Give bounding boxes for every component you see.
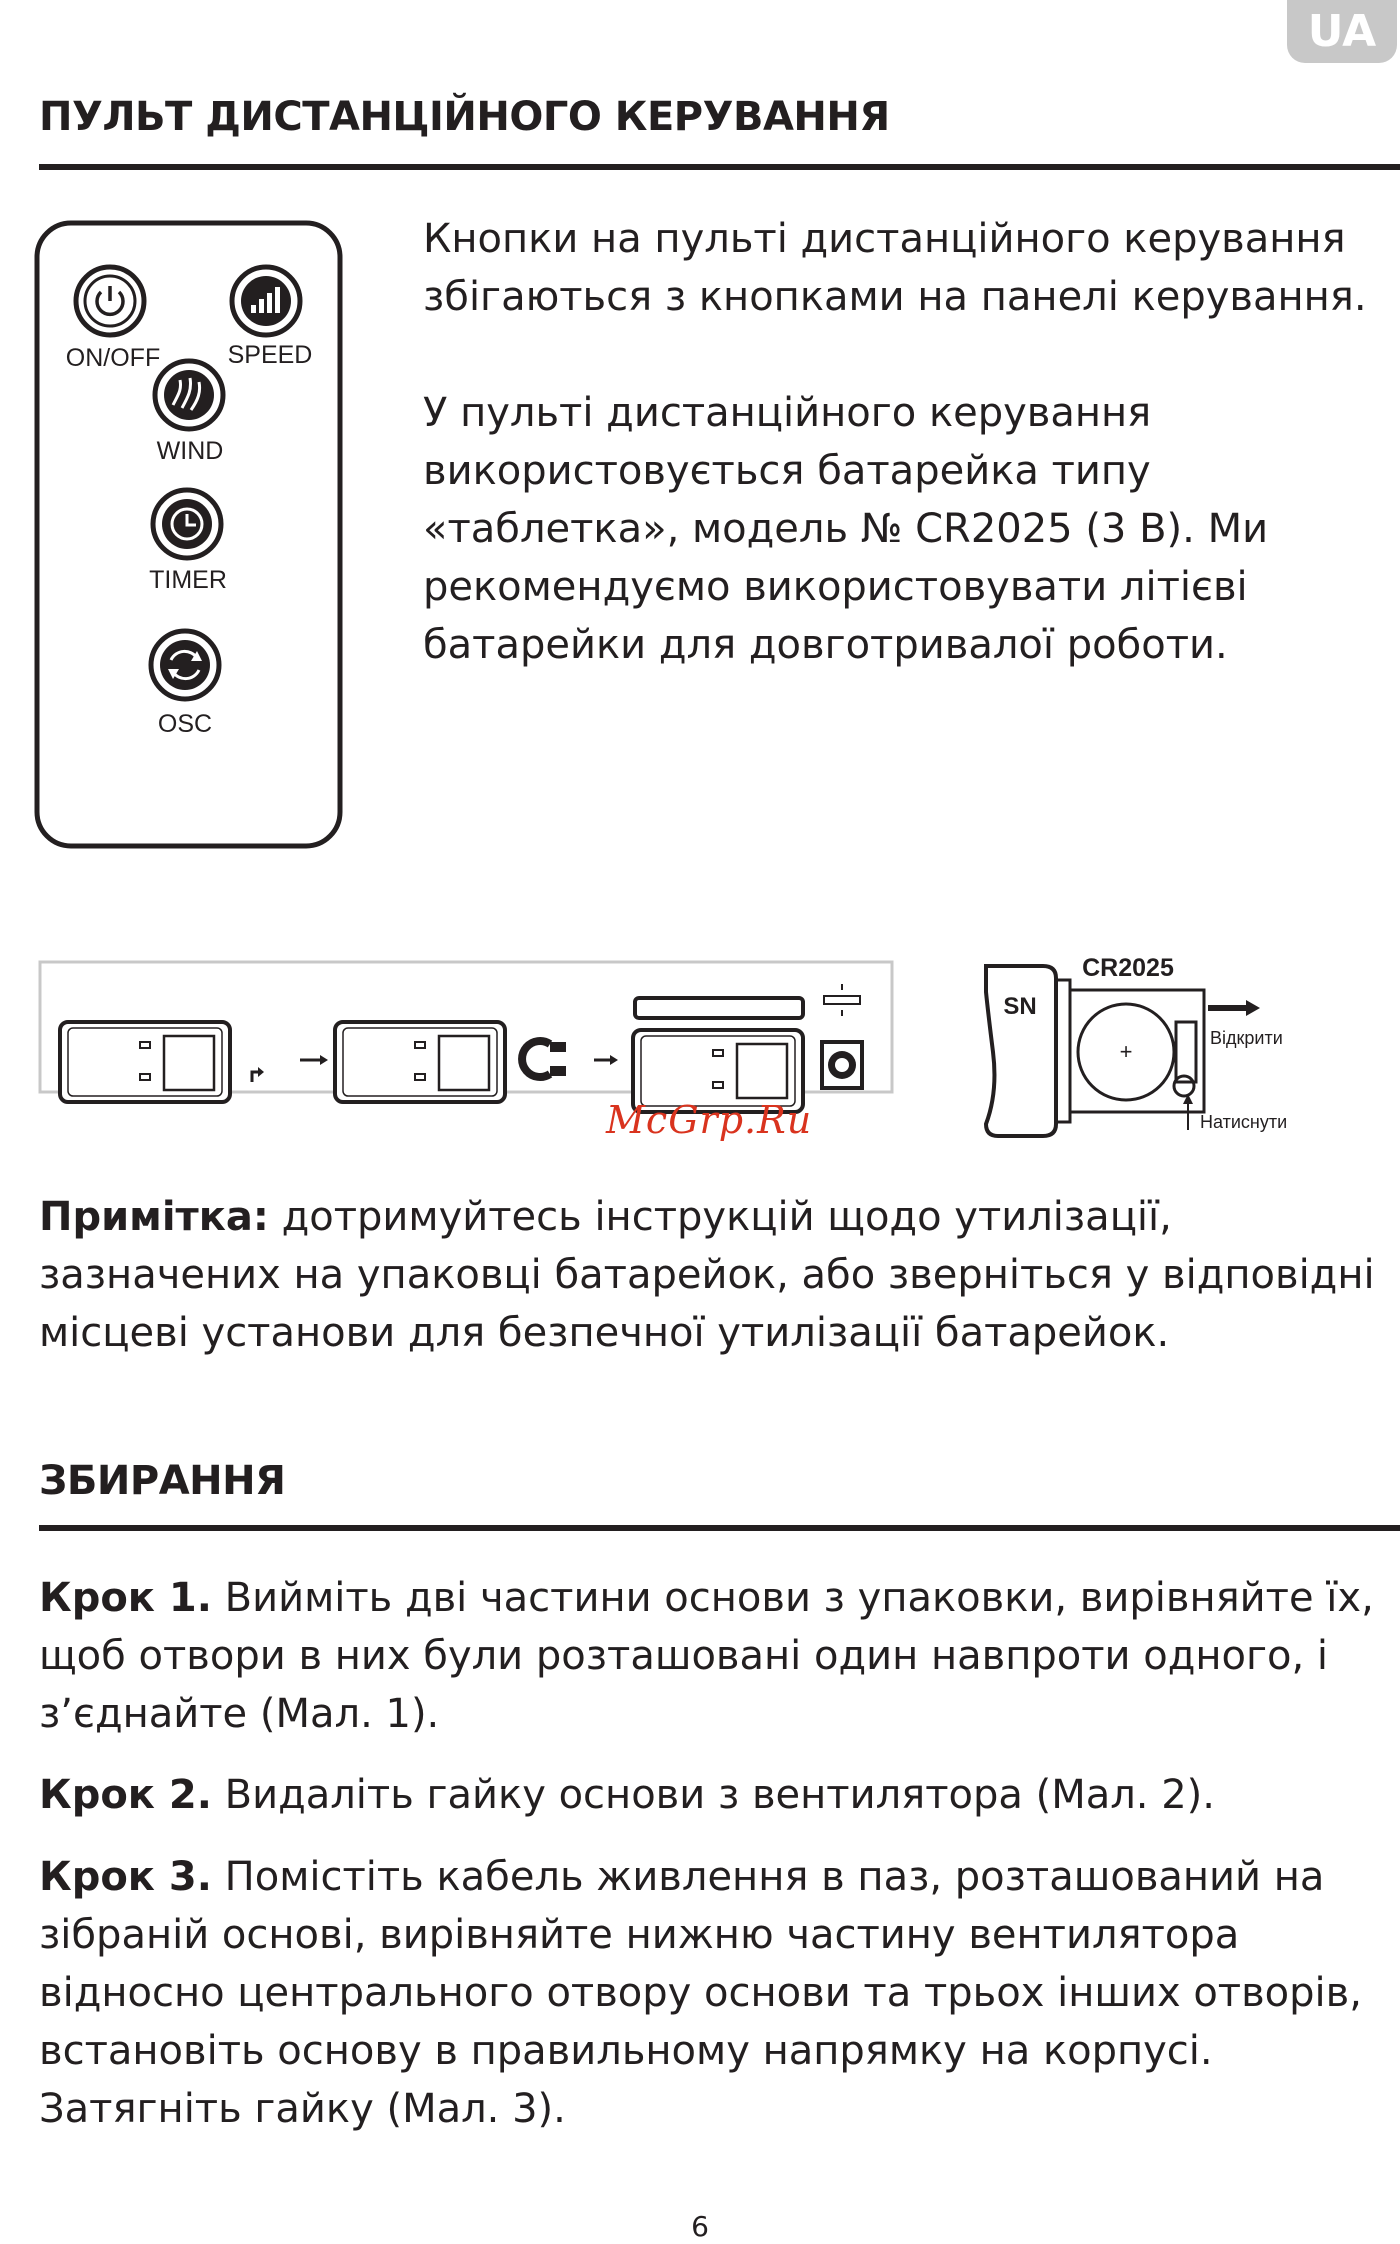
intro-text	[423, 210, 1378, 732]
battery-cover	[635, 998, 803, 1018]
battery-clip-icon	[522, 1041, 550, 1077]
press-label: Натиснути	[1200, 1112, 1288, 1132]
remote-label-osc: OSC	[157, 710, 213, 738]
watermark-text: McGrp.Ru	[606, 1098, 813, 1142]
battery-clip-icon	[550, 1042, 566, 1052]
language-badge: UA	[1287, 0, 1397, 63]
disposal-note	[39, 1188, 1394, 1362]
step-text: Вийміть дві частини основи з упаковки, вирівняйте їх, щоб отвори в них були розташовані один навпроти одного, і з’єднайте (Мал. 1).	[39, 1575, 1374, 1737]
assembly-step-1	[39, 1569, 1394, 1743]
open-label: Відкрити	[1210, 1028, 1283, 1048]
section-title-assembly: ЗБИРАННЯ	[39, 1458, 286, 1504]
battery-holder-detail	[986, 966, 1204, 1136]
remote-label-wind: WIND	[156, 437, 224, 465]
intro-paragraph-2: У пульті дистанційного керування використовується батарейка типу «таблетка», модель № CR2025 (3 В). Ми рекомендуємо використовувати літієві батарейки для довготривалої роботи.	[423, 390, 1269, 668]
sn-label: SN	[1003, 993, 1037, 1020]
step-label: Крок 3.	[39, 1854, 212, 1900]
battery-side-icon	[824, 996, 860, 1004]
step-label: Крок 1.	[39, 1575, 212, 1621]
wind-icon	[155, 361, 223, 429]
battery-tray-icon	[835, 1058, 849, 1072]
step-text-continued: Затягніть гайку (Мал. 3).	[39, 2086, 566, 2132]
battery-model-label: CR2025	[1082, 954, 1174, 982]
assembly-step-3	[39, 1848, 1394, 2138]
arrow-icon	[610, 1055, 618, 1065]
power-icon	[76, 267, 144, 335]
remote-label-speed: SPEED	[227, 341, 313, 369]
remote-label-onoff: ON/OFF	[65, 344, 161, 372]
assembly-step-2	[39, 1766, 1394, 1824]
arrow-icon	[258, 1067, 264, 1077]
rotate-icon	[151, 631, 219, 699]
step-label: Крок 2.	[39, 1772, 212, 1818]
section-rule	[39, 1525, 1400, 1531]
remote-control-illustration	[30, 215, 348, 855]
step-text: Помістіть кабель живлення в паз, розташований на зібраній основі, вирівняйте нижню частину вентилятора відносно центрального отвору основи та трьох інших отворів, встановіть основу в правильному напрямку на корпусі.	[39, 1854, 1362, 2074]
battery-clip-icon	[550, 1066, 566, 1076]
section-rule	[39, 164, 1400, 170]
remote-back-2	[335, 1022, 505, 1102]
intro-paragraph-1: Кнопки на пульті дистанційного керування збігаються з кнопками на панелі керування.	[423, 216, 1367, 320]
remote-label-timer: TIMER	[149, 566, 227, 594]
section-title-remote: ПУЛЬТ ДИСТАНЦІЙНОГО КЕРУВАННЯ	[39, 94, 890, 140]
arrow-icon	[320, 1055, 328, 1065]
clock-icon	[153, 490, 221, 558]
step-text: Видаліть гайку основи з вентилятора (Мал. 2).	[211, 1772, 1215, 1818]
note-label: Примітка:	[39, 1194, 269, 1240]
svg-text:+: +	[1119, 1039, 1133, 1064]
page-number: 6	[691, 2210, 709, 2243]
speed-bars-icon	[232, 267, 300, 335]
open-arrow-icon	[1246, 1000, 1260, 1016]
note-text: дотримуйтесь інструкцій щодо утилізації, зазначених на упаковці батарейок, або зверніться у відповідні місцеві установи для безпечної утилізації батарейок.	[39, 1194, 1375, 1356]
remote-back-1	[60, 1022, 230, 1102]
